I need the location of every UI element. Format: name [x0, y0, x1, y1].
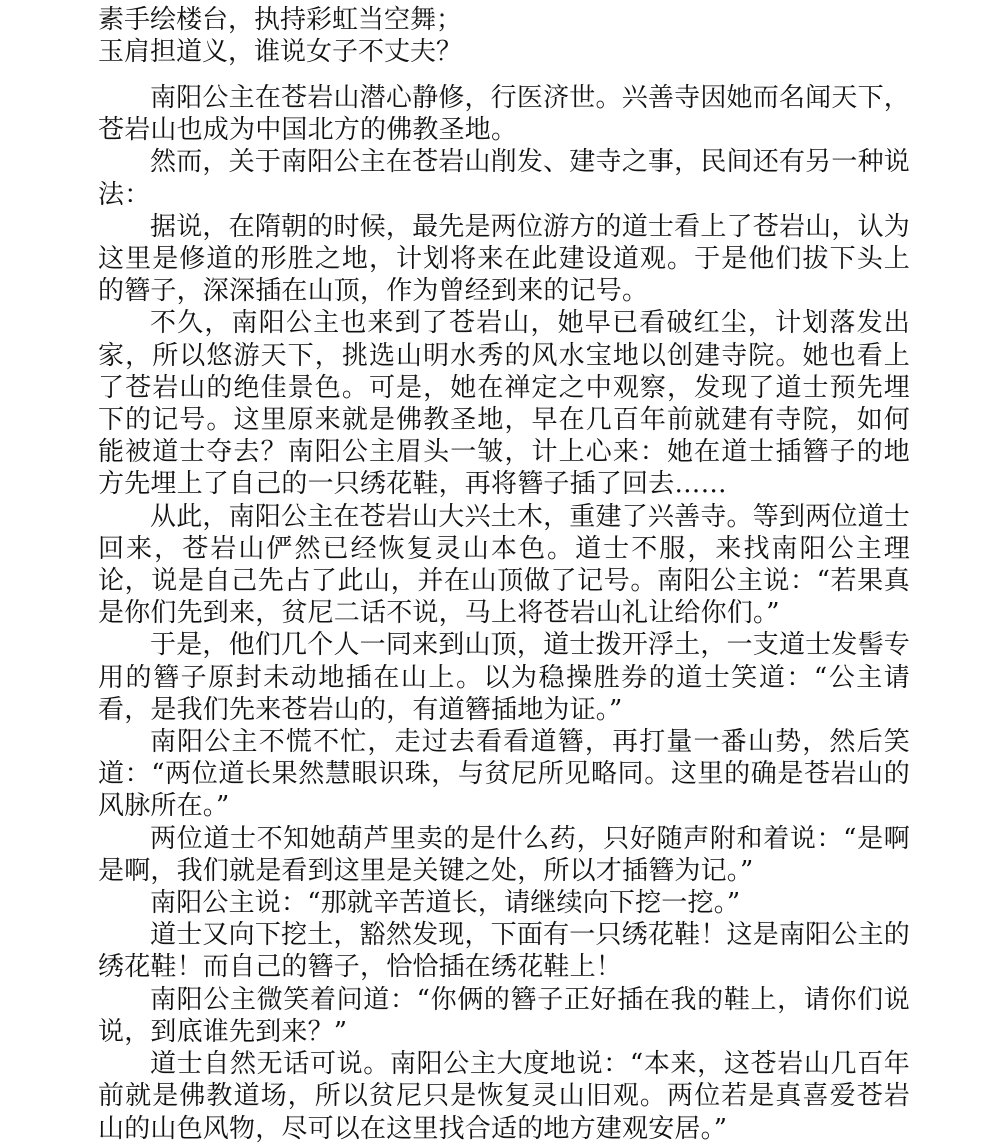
- poem-block: [98, 4, 978, 68]
- paragraph: 南阳公主微笑着问道：“你俩的簪子正好插在我的鞋上，请你们说说，到底谁先到来？”: [98, 984, 910, 1047]
- story-body: [98, 82, 910, 1145]
- paragraph: 然而，关于南阳公主在苍岩山削发、建寺之事，民间还有另一种说法：: [98, 147, 910, 210]
- paragraph: 据说，在隋朝的时候，最先是两位游方的道士看上了苍岩山，认为这里是修道的形胜之地，计划将来在此建设道观。于是他们拔下头上的簪子，深深插在山顶，作为曾经到来的记号。: [98, 211, 910, 307]
- paragraph: 于是，他们几个人一同来到山顶，道士拨开浮土，一支道士发髻专用的簪子原封未动地插在山上。以为稳操胜券的道士笑道：“公主请看，是我们先来苍岩山的，有道簪插地为证。”: [98, 630, 910, 725]
- poem-line: 素手绘楼台，执持彩虹当空舞；: [98, 5, 463, 35]
- poem-line: 玉肩担道义，谁说女子不丈夫？: [98, 37, 463, 67]
- paragraph: 从此，南阳公主在苍岩山大兴土木，重建了兴善寺。等到两位道士回来，苍岩山俨然已经恢复灵山本色。道士不服，来找南阳公主理论，说是自己先占了此山，并在山顶做了记号。南阳公主说：“若果真是你们先到来，贫尼二话不说，马上将苍岩山礼让给你们。”: [98, 501, 910, 629]
- paragraph: 南阳公主说：“那就辛苦道长，请继续向下挖一挖。”: [150, 888, 741, 919]
- paragraph: 道士自然无话可说。南阳公主大度地说：“本来，这苍岩山几百年前就是佛教道场，所以贫尼只是恢复灵山旧观。两位若是真喜爱苍岩山的山色风物，尽可以在这里找合适的地方建观安居。”: [98, 1049, 910, 1144]
- paragraph: 两位道士不知她葫芦里卖的是什么药，只好随声附和着说：“是啊是啊，我们就是看到这里是关键之处，所以才插簪为记。”: [98, 823, 910, 886]
- paragraph: 南阳公主不慌不忙，走过去看看道簪，再打量一番山势，然后笑道：“两位道长果然慧眼识珠，与贫尼所见略同。这里的确是苍岩山的风脉所在。”: [98, 727, 910, 822]
- paragraph: 不久，南阳公主也来到了苍岩山，她早已看破红尘，计划落发出家，所以悠游天下，挑选山明水秀的风水宝地以创建寺院。她也看上了苍岩山的绝佳景色。可是，她在禅定之中观察，发现了道士预先埋下的记号。这里原来就是佛教圣地，早在几百年前就建有寺院，如何能被道士夺去？南阳公主眉头一皱，计上心来：她在道士插簪子的地方先埋上了自己的一只绣花鞋，再将簪子插了回去……: [98, 308, 910, 500]
- paragraph: 道士又向下挖土，豁然发现，下面有一只绣花鞋！这是南阳公主的绣花鞋！而自己的簪子，恰恰插在绣花鞋上！: [98, 920, 910, 983]
- paragraph: 南阳公主在苍岩山潜心静修，行医济世。兴善寺因她而名闻天下，苍岩山也成为中国北方的佛教圣地。: [98, 83, 910, 146]
